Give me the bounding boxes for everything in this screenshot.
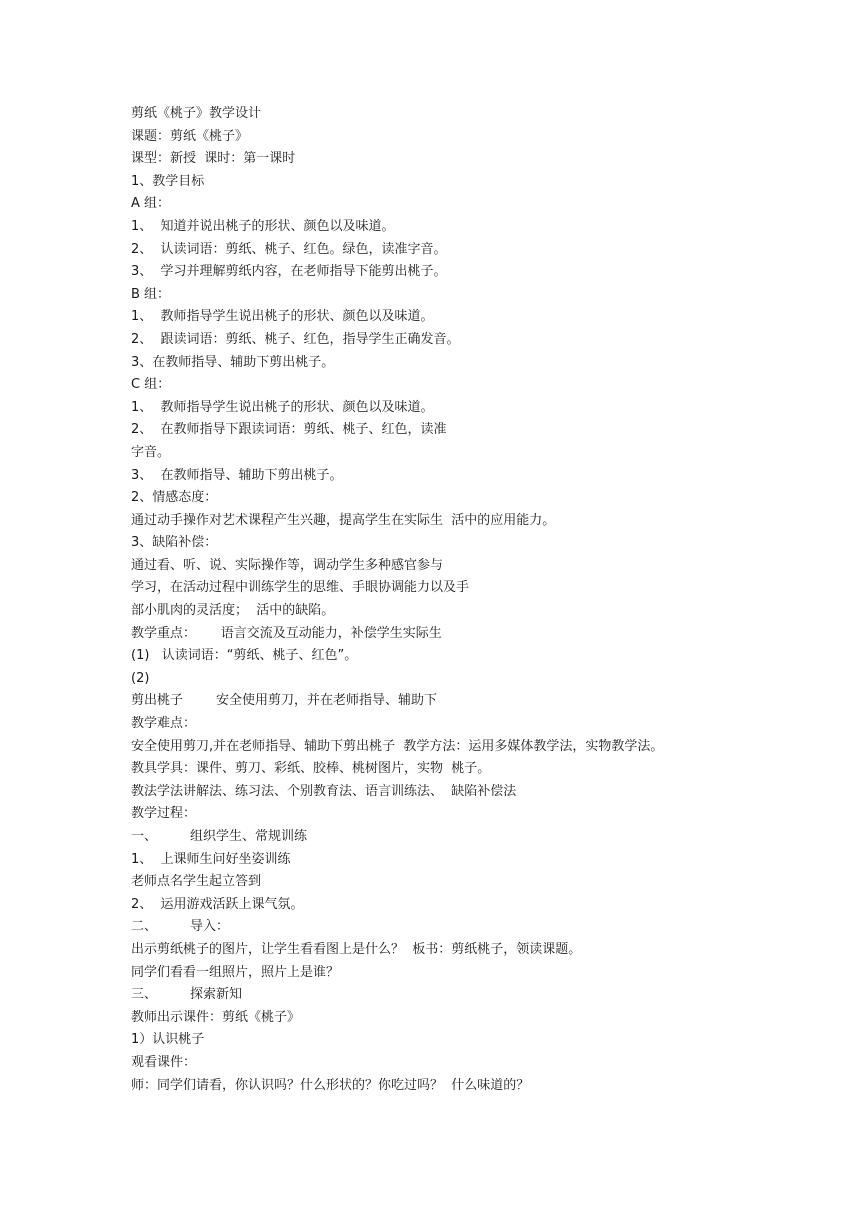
list-item: 3、 学习并理解剪纸内容，在老师指导下能剪出桃子。 bbox=[131, 264, 447, 280]
text-line: 教法学法讲解法、练习法、个别教育法、语言训练法、 缺陷补偿法 bbox=[131, 783, 517, 799]
list-item: 1、 教师指导学生说出桃子的形状、颜色以及味道。 bbox=[131, 399, 434, 415]
list-item: 2、 在教师指导下跟读词语：剪纸、桃子、红色，读准 bbox=[131, 422, 447, 438]
step-heading: 一、 组织学生、常规训练 bbox=[131, 829, 308, 844]
section-heading: 1、教学目标 bbox=[131, 173, 205, 189]
step-heading: 三、 探索新知 bbox=[131, 987, 243, 1003]
section-heading: 2、情感态度： bbox=[131, 490, 218, 506]
text-line: 师：同学们请看，你认识吗？什么形状的？你吃过吗？ 什么味道的？ bbox=[131, 1077, 530, 1093]
text-line: 教具学具：课件、剪刀、彩纸、胶棒、桃树图片，实物 桃子。 bbox=[131, 761, 491, 777]
list-item: (1) 认读词语：“剪纸、桃子、红色”。 bbox=[131, 648, 358, 664]
list-item: 3、 在教师指导、辅助下剪出桃子。 bbox=[131, 467, 343, 483]
list-item: 2、 运用游戏活跃上课气氛。 bbox=[131, 896, 304, 912]
text-line: 学习，在活动过程中训练学生的思维、手眼协调能力以及手 bbox=[131, 580, 470, 596]
step-heading: 二、 导入： bbox=[131, 919, 230, 935]
list-item: 1、 知道并说出桃子的形状、颜色以及味道。 bbox=[131, 218, 395, 234]
text-line: 老师点名学生起立答到 bbox=[131, 874, 262, 890]
text-line: 剪出桃子 安全使用剪刀，并在老师指导、辅助下 bbox=[131, 693, 438, 709]
text-line: 字音。 bbox=[131, 444, 171, 460]
group-heading: A 组： bbox=[131, 196, 171, 212]
text-line: 同学们看看一组照片，照片上是谁？ bbox=[131, 964, 340, 980]
section-heading: 教学难点： bbox=[131, 716, 197, 732]
text-line: 课型：新授 课时：第一课时 bbox=[131, 151, 296, 167]
text-line: 通过看、听、说、实际操作等，调动学生多种感官参与 bbox=[131, 557, 444, 573]
document-title: 剪纸《桃子》教学设计 bbox=[131, 106, 262, 121]
text-line: 通过动手操作对艺术课程产生兴趣，提高学生在实际生 活中的应用能力。 bbox=[131, 512, 556, 528]
section-heading: 教学过程： bbox=[131, 806, 197, 822]
text-line: 教学重点： 语言交流及互动能力，补偿学生实际生 bbox=[131, 625, 442, 641]
text-line: 部小肌肉的灵活度； 活中的缺陷。 bbox=[131, 603, 335, 619]
text-line: 观看课件： bbox=[131, 1054, 197, 1070]
text-line: 教师出示课件：剪纸《桃子》 bbox=[131, 1009, 301, 1025]
list-item: 2、 跟读词语：剪纸、桃子、红色，指导学生正确发音。 bbox=[131, 331, 460, 347]
text-line: 安全使用剪刀,并在老师指导、辅助下剪出桃子 教学方法：运用多媒体教学法，实物教学法。 bbox=[131, 738, 664, 754]
document-page bbox=[131, 103, 831, 1097]
text-line: 课题：剪纸《桃子》 bbox=[131, 128, 249, 144]
list-item: 1）认识桃子 bbox=[131, 1032, 205, 1048]
group-heading: B 组： bbox=[131, 286, 171, 302]
list-item: 1、 教师指导学生说出桃子的形状、颜色以及味道。 bbox=[131, 309, 434, 325]
list-item: 1、 上课师生问好坐姿训练 bbox=[131, 851, 291, 867]
text-line: 出示剪纸桃子的图片，让学生看看图上是什么？ 板书：剪纸桃子，领读课题。 bbox=[131, 941, 582, 957]
group-heading: C 组： bbox=[131, 377, 171, 393]
list-item: (2) bbox=[131, 670, 150, 686]
list-item: 2、 认读词语：剪纸、桃子、红色。绿色，读准字音。 bbox=[131, 241, 447, 257]
list-item: 3、在教师指导、辅助下剪出桃子。 bbox=[131, 354, 335, 370]
section-heading: 3、缺陷补偿： bbox=[131, 535, 218, 551]
